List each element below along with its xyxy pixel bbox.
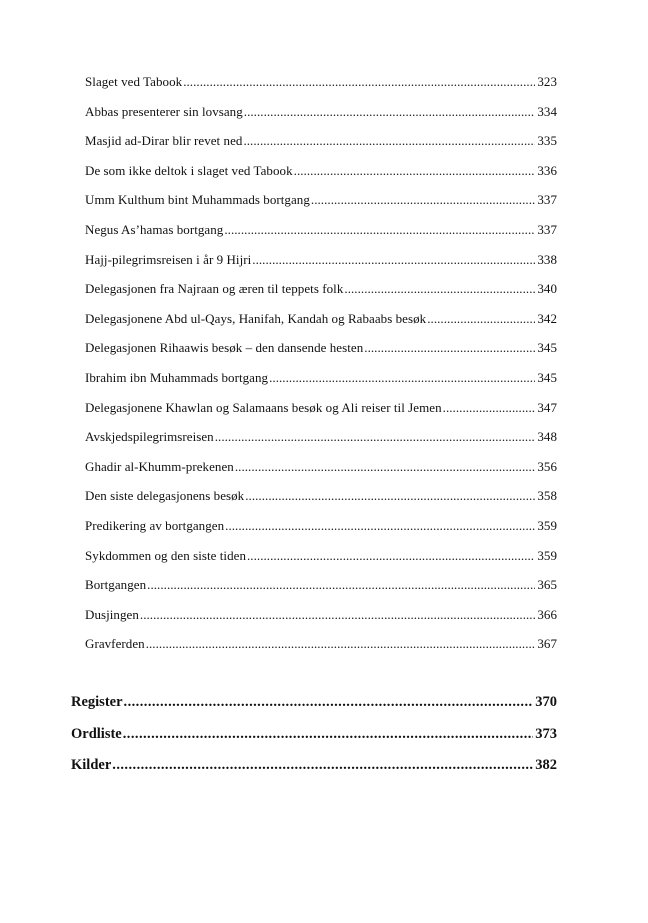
toc-chapter-title: Register bbox=[71, 694, 123, 710]
toc-entry-page: 366 bbox=[537, 606, 557, 622]
toc-entry-title: Bortgangen bbox=[85, 577, 147, 593]
toc-entry-page: 365 bbox=[537, 577, 557, 593]
dot-leader bbox=[225, 518, 535, 534]
dot-leader bbox=[243, 133, 535, 149]
dot-leader bbox=[123, 726, 534, 743]
toc-chapter-page: 382 bbox=[535, 757, 557, 773]
toc-entry-page: 337 bbox=[537, 221, 557, 237]
dot-leader bbox=[140, 607, 535, 623]
dot-leader bbox=[147, 577, 535, 593]
toc-entry[interactable] bbox=[85, 163, 557, 193]
toc-entry[interactable] bbox=[85, 222, 557, 252]
toc-chapter-entry[interactable] bbox=[71, 726, 557, 758]
toc-entry-title: Sykdommen og den siste tiden bbox=[85, 547, 246, 563]
toc-entry-title: Predikering av bortgangen bbox=[85, 517, 225, 533]
dot-leader bbox=[344, 281, 535, 297]
toc-entry[interactable] bbox=[85, 459, 557, 489]
toc-entry-title: De som ikke deltok i slaget ved Tabook bbox=[85, 162, 293, 178]
toc-entry-title: Negus As’hamas bortgang bbox=[85, 221, 224, 237]
toc-entry-title: Hajj-pilegrimsreisen i år 9 Hijri bbox=[85, 251, 252, 267]
dot-leader bbox=[269, 370, 535, 386]
toc-entry-title: Masjid ad-Dirar blir revet ned bbox=[85, 133, 243, 149]
toc-chapter-page: 370 bbox=[535, 694, 557, 710]
toc-entry[interactable] bbox=[85, 400, 557, 430]
toc-entry[interactable] bbox=[85, 488, 557, 518]
dot-leader bbox=[443, 400, 536, 416]
toc-chapter-entry[interactable] bbox=[71, 694, 557, 726]
toc-entry-title: Delegasjonen Rihaawis besøk – den dansende hesten bbox=[85, 340, 364, 356]
toc-entry-page: 348 bbox=[537, 429, 557, 445]
toc-entry[interactable] bbox=[85, 133, 557, 163]
toc-entry-page: 336 bbox=[537, 162, 557, 178]
toc-entry-page: 359 bbox=[537, 547, 557, 563]
toc-entry-title: Umm Kulthum bint Muhammads bortgang bbox=[85, 192, 310, 208]
toc-entry-page: 345 bbox=[537, 369, 557, 385]
toc-entry-title: Avskjedspilegrimsreisen bbox=[85, 429, 214, 445]
toc-entry-title: Gravferden bbox=[85, 636, 145, 652]
toc-entry[interactable] bbox=[85, 74, 557, 104]
toc-entry-page: 358 bbox=[537, 488, 557, 504]
dot-leader bbox=[245, 488, 535, 504]
toc-entry-title: Slaget ved Tabook bbox=[85, 74, 183, 89]
toc-entry-page: 335 bbox=[537, 133, 557, 149]
toc-entry[interactable] bbox=[85, 252, 557, 282]
toc-entry[interactable] bbox=[85, 311, 557, 341]
toc-entry-page: 359 bbox=[537, 517, 557, 533]
toc-entry[interactable] bbox=[85, 548, 557, 578]
toc-chapter-entry[interactable] bbox=[71, 757, 557, 789]
toc-entry[interactable] bbox=[85, 281, 557, 311]
dot-leader bbox=[252, 252, 535, 268]
dot-leader bbox=[215, 429, 536, 445]
toc-entry[interactable] bbox=[85, 636, 557, 666]
toc-entry-page: 323 bbox=[537, 74, 557, 89]
dot-leader bbox=[427, 311, 535, 327]
toc-entry[interactable] bbox=[85, 192, 557, 222]
dot-leader bbox=[244, 104, 536, 120]
toc-chapter-title: Ordliste bbox=[71, 725, 122, 742]
toc-chapter-page: 373 bbox=[535, 725, 557, 742]
toc-chapter-list bbox=[71, 694, 557, 789]
toc-entry[interactable] bbox=[85, 340, 557, 370]
toc-entry-page: 340 bbox=[537, 281, 557, 297]
toc-entry-title: Dusjingen bbox=[85, 606, 139, 622]
dot-leader bbox=[294, 163, 536, 179]
toc-entry[interactable] bbox=[85, 104, 557, 134]
toc-entry-title: Delegasjonene Abd ul-Qays, Hanifah, Kandah og Rabaabs besøk bbox=[85, 310, 427, 326]
toc-entry-title: Den siste delegasjonens besøk bbox=[85, 488, 245, 504]
dot-leader bbox=[112, 757, 533, 774]
dot-leader bbox=[364, 340, 535, 356]
toc-entry[interactable] bbox=[85, 577, 557, 607]
toc-entry[interactable] bbox=[85, 370, 557, 400]
toc-entry-page: 347 bbox=[537, 399, 557, 415]
toc-entry-title: Delegasjonene Khawlan og Salamaans besøk og Ali reiser til Jemen bbox=[85, 399, 442, 415]
dot-leader bbox=[311, 192, 535, 208]
dot-leader bbox=[124, 694, 534, 711]
toc-entry-title: Ghadir al-Khumm-prekenen bbox=[85, 458, 234, 474]
toc-entry-page: 334 bbox=[537, 103, 557, 119]
toc-subsection-list bbox=[85, 74, 557, 666]
toc-entry-page: 367 bbox=[537, 636, 557, 652]
toc-entry-title: Ibrahim ibn Muhammads bortgang bbox=[85, 369, 269, 385]
toc-entry[interactable] bbox=[85, 518, 557, 548]
toc-entry-page: 337 bbox=[537, 192, 557, 208]
toc-entry-page: 342 bbox=[537, 310, 557, 326]
toc-entry-page: 338 bbox=[537, 251, 557, 267]
toc-entry-page: 356 bbox=[537, 458, 557, 474]
toc-entry-page: 345 bbox=[537, 340, 557, 356]
dot-leader bbox=[146, 636, 536, 652]
dot-leader bbox=[235, 459, 536, 475]
toc-entry[interactable] bbox=[85, 429, 557, 459]
dot-leader bbox=[247, 548, 535, 564]
toc-chapter-title: Kilder bbox=[71, 757, 112, 773]
dot-leader bbox=[183, 74, 535, 90]
toc-entry-title: Delegasjonen fra Najraan og æren til teppets folk bbox=[85, 281, 344, 297]
toc-entry-title: Abbas presenterer sin lovsang bbox=[85, 103, 243, 119]
toc-entry[interactable] bbox=[85, 607, 557, 637]
dot-leader bbox=[224, 222, 535, 238]
